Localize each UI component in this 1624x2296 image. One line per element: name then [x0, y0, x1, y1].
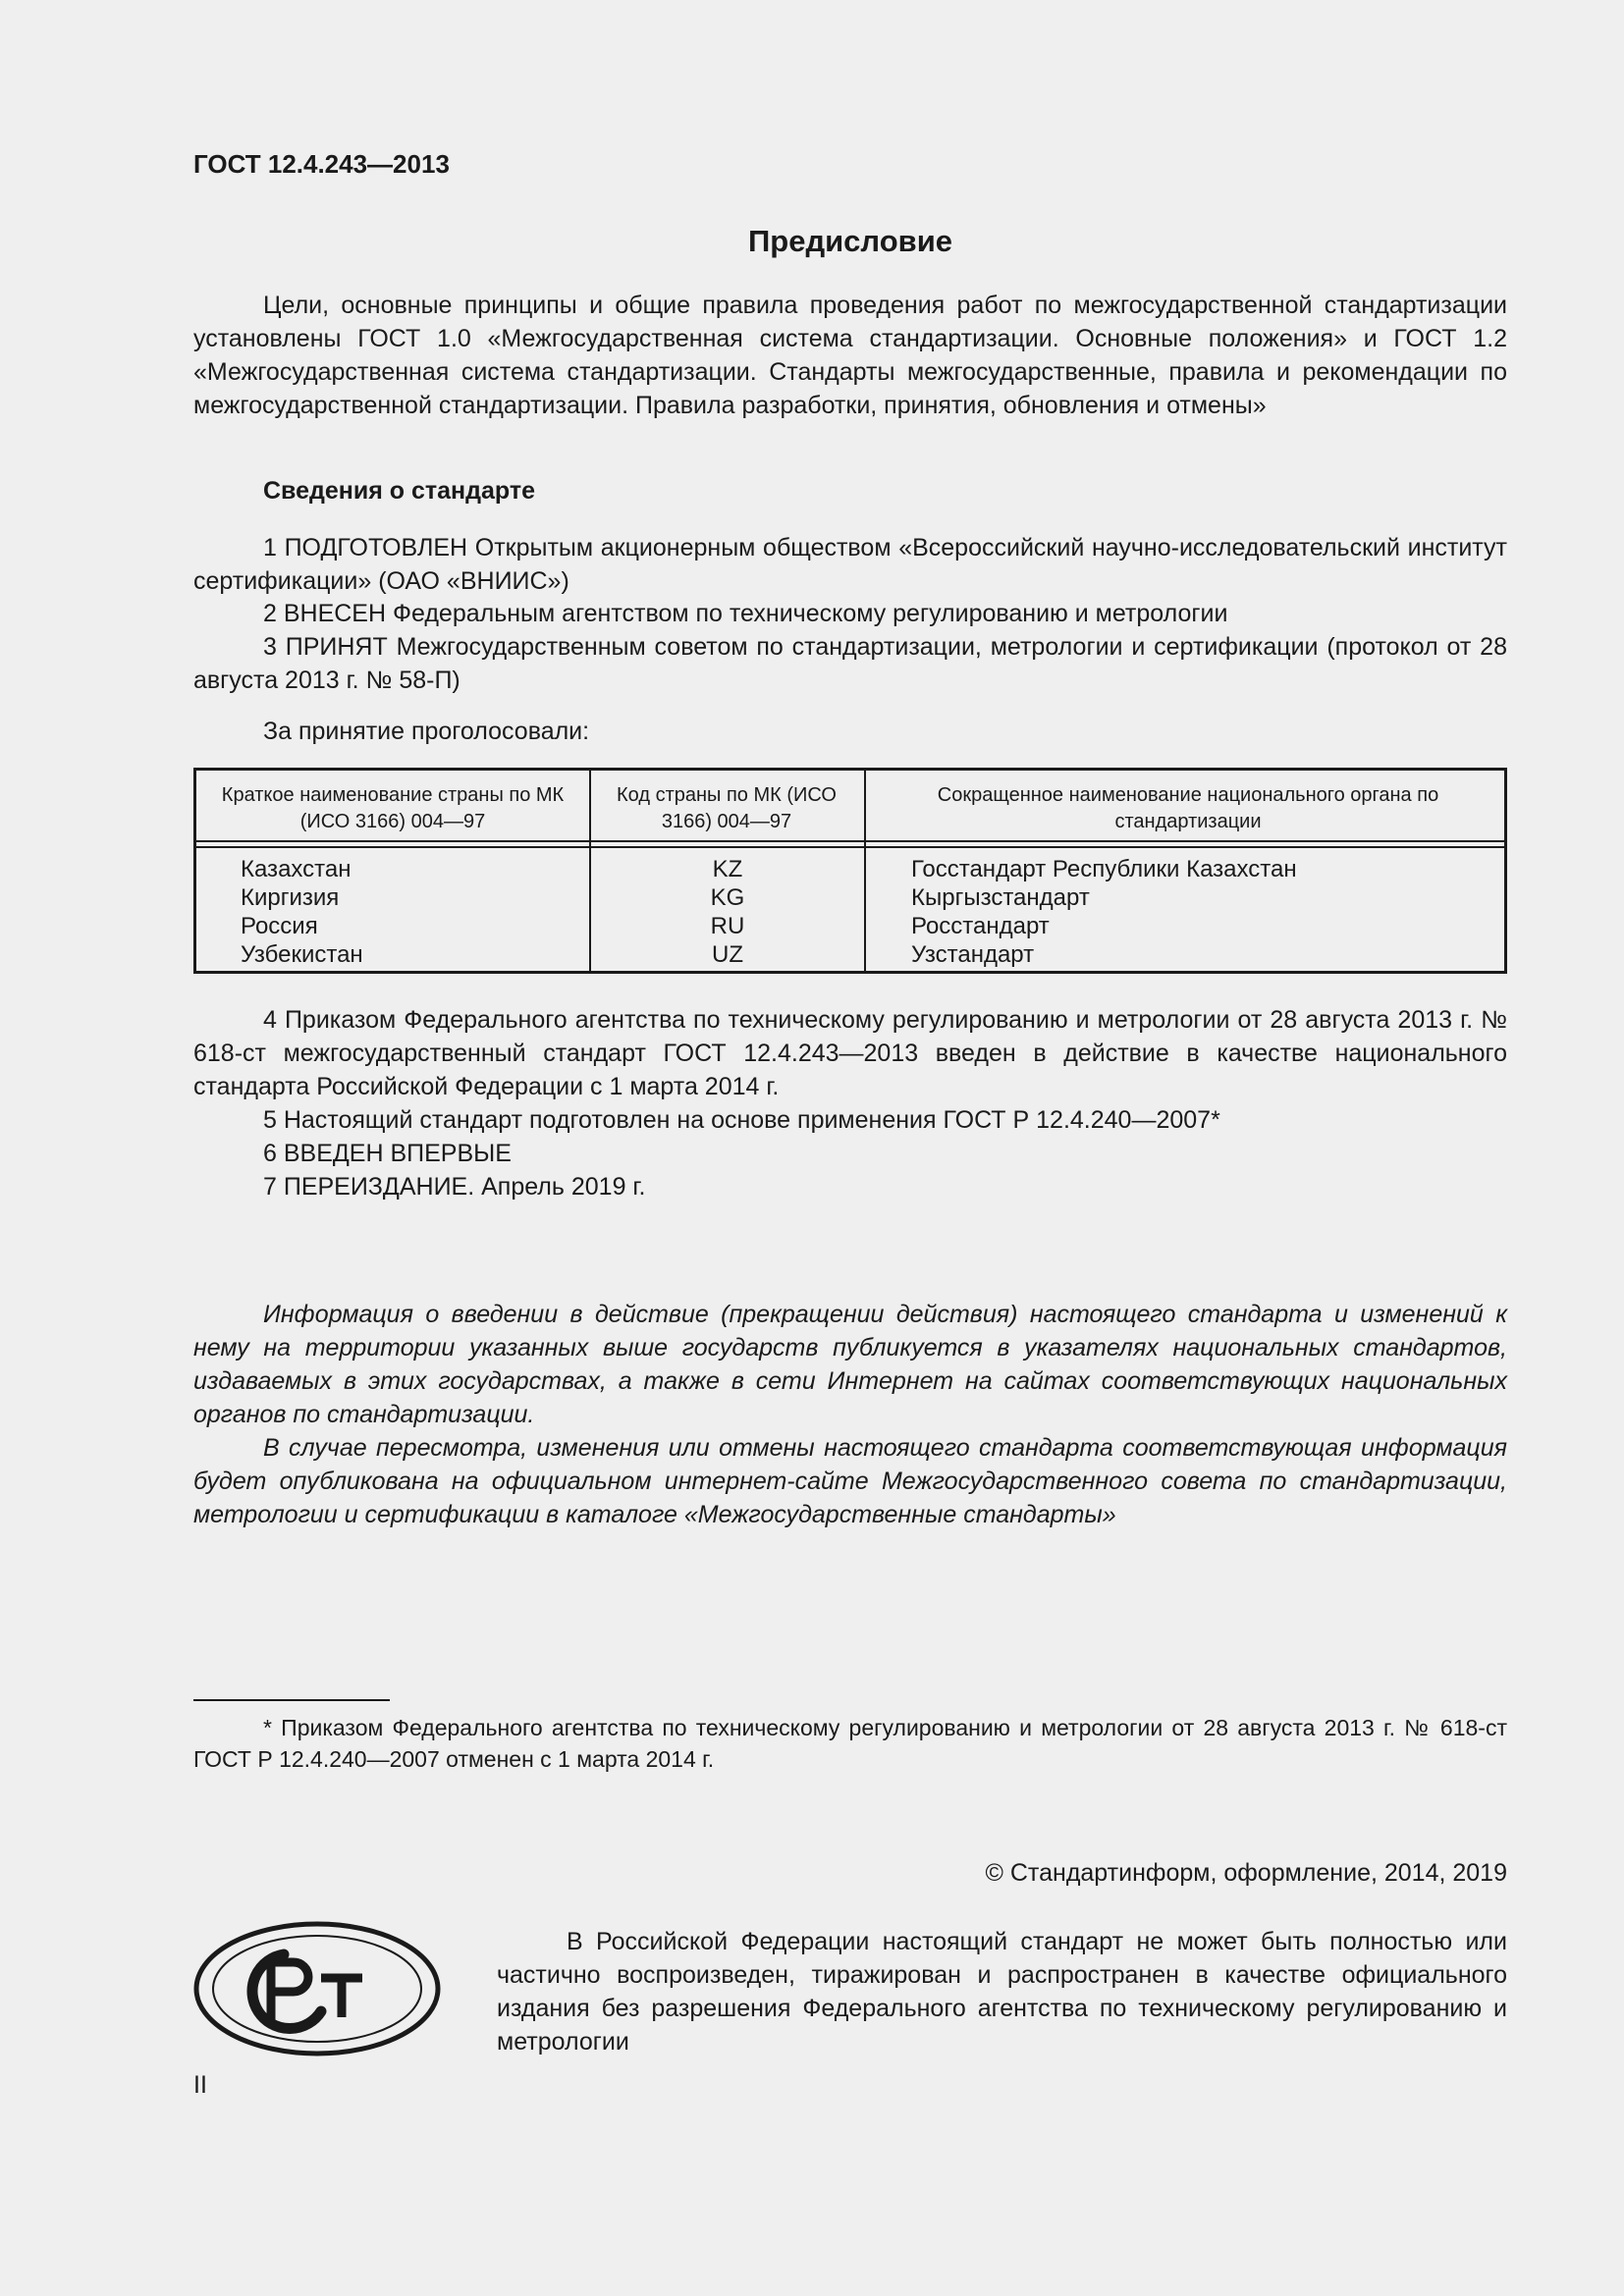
- rights-notice: В Российской Федерации настоящий стандарт не может быть полностью или частично воспроизведен, тиражирован и распространен в качестве официального издания без разрешения Федерального агентства по техническому регулированию и метрологии: [497, 1928, 1507, 2056]
- item-7: 7 ПЕРЕИЗДАНИЕ. Апрель 2019 г.: [263, 1173, 646, 1201]
- table-header-country: Краткое наименование страны по МК (ИСО 3166) 004—97: [221, 784, 565, 832]
- copyright-notice: © Стандартинформ, оформление, 2014, 2019: [985, 1859, 1507, 1887]
- table-cell-code: UZ: [712, 941, 743, 968]
- table-cell-body: Росстандарт: [911, 913, 1050, 939]
- table-cell-code: KG: [710, 884, 745, 911]
- table-cell-country: Казахстан: [241, 856, 352, 882]
- voting-table: [193, 768, 1507, 974]
- page-title: Предисловие: [747, 224, 952, 258]
- table-header-body: Сокращенное наименование национального органа по стандартизации: [937, 784, 1439, 832]
- table-cell-code: RU: [710, 913, 745, 939]
- page-number: II: [193, 2071, 207, 2099]
- table-cell-body: Госстандарт Республики Казахстан: [911, 856, 1297, 882]
- table-header-rule: [196, 840, 1504, 842]
- table-header-rule: [196, 846, 1504, 848]
- table-cell-country: Узбекистан: [241, 941, 363, 968]
- item-5: 5 Настоящий стандарт подготовлен на основе применения ГОСТ Р 12.4.240—2007*: [263, 1106, 1220, 1134]
- notice-paragraph-2: В случае пересмотра, изменения или отмены настоящего стандарта соответствующая информация будет опубликована на официальном интернет-сайте Межгосударственного совета по стандартизации, метрологии и сертификации в каталоге «Межгосударственные стандарты»: [193, 1434, 1507, 1528]
- notice-paragraph-1: Информация о введении в действие (прекращении действия) настоящего стандарта и изменений к нему на территории указанных выше государств публикуется в указателях национальных стандартов, издаваемых в этих государствах, а также в сети Интернет на сайтах соответствующих национальных органов по стандартизации.: [193, 1301, 1507, 1428]
- footnote-rule: [193, 1699, 390, 1701]
- table-cell-body: Кыргызстандарт: [911, 884, 1090, 911]
- table-cell-country: Киргизия: [241, 884, 340, 911]
- voted-label: За принятие проголосовали:: [263, 718, 590, 745]
- item-6: 6 ВВЕДЕН ВПЕРВЫЕ: [263, 1140, 512, 1167]
- item-2: 2 ВНЕСЕН Федеральным агентством по техническому регулированию и метрологии: [263, 600, 1228, 627]
- footnote: * Приказом Федерального агентства по техническому регулированию и метрологии от 28 августа 2013 г. № 618-ст ГОСТ Р 12.4.240—2007 отменен с 1 марта 2014 г.: [193, 1715, 1507, 1772]
- table-cell-country: Россия: [241, 913, 318, 939]
- item-3: 3 ПРИНЯТ Межгосударственным советом по стандартизации, метрологии и сертификации (протокол от 28 августа 2013 г. № 58-П): [193, 633, 1507, 694]
- item-4: 4 Приказом Федерального агентства по техническому регулированию и метрологии от 28 августа 2013 г. № 618-ст межгосударственный стандарт ГОСТ 12.4.243—2013 введен в действие в качестве национального стандарта Российской Федерации с 1 марта 2014 г.: [193, 1006, 1507, 1100]
- document-code: ГОСТ 12.4.243—2013: [193, 149, 450, 179]
- intro-paragraph: Цели, основные принципы и общие правила проведения работ по межгосударственной стандартизации установлены ГОСТ 1.0 «Межгосударственная система стандартизации. Основные положения» и ГОСТ 1.2 «Межгосударственная система стандартизации. Стандарты межгосударственные, правила и рекомендации по межгосударственной стандартизации. Правила разработки, принятия, обновления и отмены»: [193, 292, 1507, 419]
- item-1: 1 ПОДГОТОВЛЕН Открытым акционерным обществом «Всероссийский научно-исследовательский институт сертификации» (ОАО «ВНИИС»): [193, 534, 1507, 595]
- table-cell-body: Узстандарт: [911, 941, 1035, 968]
- table-header-code: Код страны по МК (ИСО 3166) 004—97: [617, 784, 837, 832]
- table-cell-code: KZ: [712, 856, 743, 882]
- info-heading: Сведения о стандарте: [263, 477, 536, 505]
- rst-logo: [193, 1921, 441, 2056]
